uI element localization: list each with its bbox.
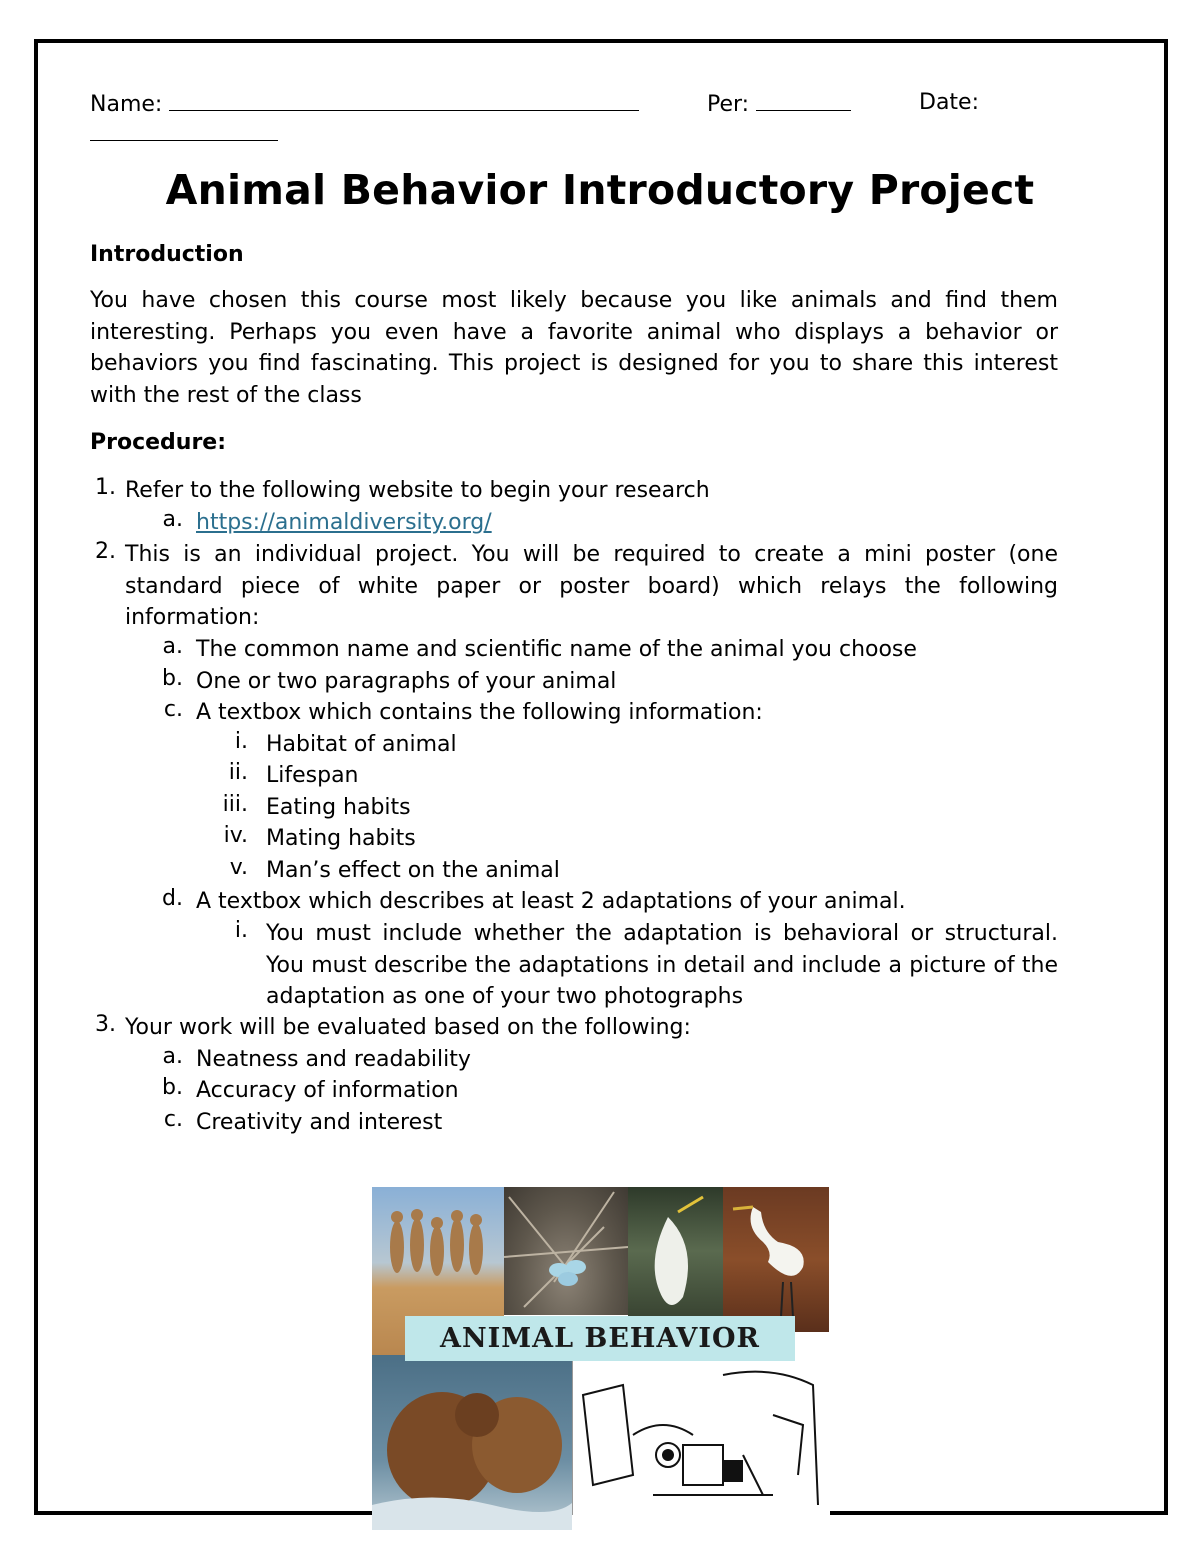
list-letter: b. (162, 1075, 183, 1100)
list-item: A textbox which describes at least 2 adaptations of your animal. (196, 889, 906, 914)
list-number: 1. (95, 475, 116, 500)
page-title: Animal Behavior Introductory Project (165, 166, 1035, 214)
date-blank[interactable] (90, 118, 278, 141)
name-blank[interactable] (169, 88, 639, 111)
per-blank[interactable] (756, 88, 851, 111)
list-letter: a. (162, 1044, 183, 1069)
per-field (707, 88, 851, 118)
introduction-body: You have chosen this course most likely because you like animals and find them interesting. Perhaps you even have a favorite animal who displays a behavior or behaviors you find fascinating. This project is designed for you to share this interest with the rest of the class (90, 288, 1058, 408)
list-roman: v. (229, 855, 248, 880)
per-label: Per: (707, 92, 750, 117)
cartoon-drawing (572, 1355, 830, 1515)
list-item: Lifespan (266, 763, 359, 788)
animaldiversity-link[interactable]: https://animaldiversity.org/ (196, 510, 492, 535)
list-item: Refer to the following website to begin your research (125, 478, 710, 503)
introduction-heading: Introduction (90, 242, 244, 267)
list-item: Neatness and readability (196, 1047, 471, 1072)
list-item: Creativity and interest (196, 1110, 443, 1135)
date-label: Date: (919, 90, 979, 115)
list-item: One or two paragraphs of your animal (196, 669, 617, 694)
list-letter: d. (162, 886, 183, 911)
name-label: Name: (90, 92, 163, 117)
bird-nest-photo (504, 1187, 628, 1315)
list-item: Eating habits (266, 795, 411, 820)
list-roman: ii. (228, 760, 248, 785)
list-item: The common name and scientific name of the animal you choose (196, 637, 917, 662)
list-item: This is an individual project. You will be required to create a mini poster (one standard piece of white paper or poster board) which relays the following information: (125, 542, 1058, 630)
list-letter: b. (162, 666, 183, 691)
list-roman: i. (234, 918, 248, 943)
list-letter: a. (162, 507, 183, 532)
date-field (919, 88, 979, 118)
procedure-heading: Procedure: (90, 430, 227, 455)
grizzly-bears-photo (372, 1355, 572, 1530)
list-roman: i. (234, 729, 248, 754)
list-roman: iv. (223, 823, 248, 848)
name-field (90, 88, 639, 118)
list-letter: c. (163, 697, 183, 722)
collage-banner: ANIMAL BEHAVIOR (405, 1316, 795, 1361)
list-item: You must include whether the adaptation is behavioral or structural. You must describe the adaptations in detail and include a picture of the adaptation as one of your two photographs (266, 921, 1058, 1009)
list-number: 3. (95, 1012, 116, 1037)
list-letter: c. (163, 1107, 183, 1132)
egret-photo (723, 1187, 829, 1332)
list-number: 2. (95, 539, 116, 564)
list-item: Mating habits (266, 826, 416, 851)
list-letter: a. (162, 634, 183, 659)
list-roman: iii. (222, 792, 248, 817)
list-item: A textbox which contains the following information: (196, 700, 763, 725)
list-item: Accuracy of information (196, 1078, 459, 1103)
list-item: Man’s effect on the animal (266, 858, 560, 883)
list-item: Habitat of animal (266, 732, 457, 757)
list-item: Your work will be evaluated based on the following: (125, 1015, 691, 1040)
date-blank-line (90, 118, 278, 148)
